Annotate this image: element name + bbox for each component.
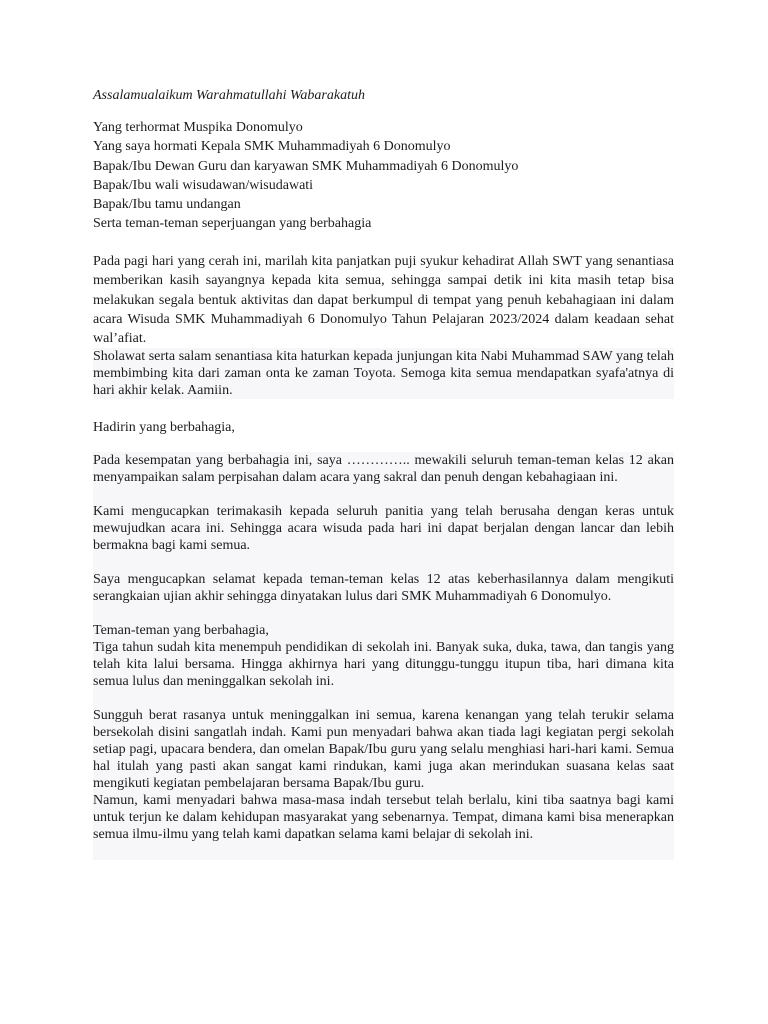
- namun-paragraph: Namun, kami menyadari bahwa masa-masa indah tersebut telah berlalu, kini tiba saatnya bagi kami untuk terjun ke dalam kehidupan masyarakat yang sebenarnya. Tempat, dimana kami bisa menerapkan semua ilmu-ilmu yang telah kami dapatkan selama kami belajar di sekolah ini.: [93, 793, 674, 843]
- address-line: Bapak/Ibu tamu undangan: [93, 197, 241, 213]
- address-block: [93, 118, 683, 234]
- berat-paragraph: Sungguh berat rasanya untuk meninggalkan ini semua, karena kenangan yang telah terukir selama bersekolah disini sangatlah indah. Kami pun menyadari bahwa akan tiada lagi kegiatan pergi sekolah setiap pagi, upacara bendera, dan omelan Bapak/Ibu guru yang selalu menghiasi hari-hari kami. Semua hal itulah yang pasti akan sangat kami rindukan, kami juga akan merindukan suasana kelas saat mengikuti kegiatan pembelajaran bersama Bapak/Ibu guru.: [93, 708, 674, 792]
- hadirin-paragraph: Hadirin yang berbahagia,: [93, 419, 674, 436]
- teman-paragraph: Teman-teman yang berbahagia,: [93, 623, 269, 639]
- shaded-text-block: [93, 348, 674, 399]
- kesempatan-paragraph: Pada kesempatan yang berbahagia ini, saya ………….. mewakili seluruh teman-teman kelas 12 akan menyampaikan salam perpisahan dalam acara yang sakral dan penuh dengan kebahagiaan ini.: [93, 453, 674, 486]
- terimakasih-paragraph: Kami mengucapkan terimakasih kepada seluruh panitia yang telah berusaha dengan keras untuk mewujudkan acara ini. Sehingga acara wisuda pada hari ini dapat berjalan dengan lancar dan lebih bermakna bagi kami semua.: [93, 504, 674, 554]
- opening-paragraph: Pada pagi hari yang cerah ini, marilah kita panjatkan puji syukur kehadirat Allah SWT yang senantiasa memberikan kasih sayangnya kepada kita semua, sehingga sampai detik ini kita masih tetap bisa melakukan segala bentuk aktivitas dan dapat berkumpul di tempat yang penuh kebahagiaan ini dalam acara Wisuda SMK Muhammadiyah 6 Donomulyo Tahun Pelajaran 2023/2024 dalam keadaan sehat wal’afiat.: [93, 254, 674, 347]
- shaded-text-block: [93, 452, 674, 860]
- address-line: Bapak/Ibu wali wisudawan/wisudawati: [93, 177, 314, 193]
- address-line: Bapak/Ibu Dewan Guru dan karyawan SMK Muhammadiyah 6 Donomulyo: [93, 158, 519, 174]
- sholawat-paragraph: Sholawat serta salam senantiasa kita haturkan kepada junjungan kita Nabi Muhammad SAW yang telah membimbing kita dari zaman onta ke zaman Toyota. Semoga kita semua mendapatkan syafa'atnya di hari akhir kelak. Aamiin.: [93, 349, 674, 399]
- greeting: Assalamualaikum Warahmatullahi Wabarakatuh: [93, 88, 365, 103]
- address-line: Yang terhormat Muspika Donomulyo: [93, 120, 303, 135]
- address-line: Serta teman-teman seperjuangan yang berbahagia: [93, 216, 372, 232]
- speech-body: [93, 252, 674, 860]
- address-line: Yang saya hormati Kepala SMK Muhammadiyah 6 Donomulyo: [93, 139, 451, 155]
- tiga-tahun-paragraph: Tiga tahun sudah kita menempuh pendidikan di sekolah ini. Banyak suka, duka, tawa, dan tangis yang telah kita lalui bersama. Hingga akhirnya hari yang ditunggu-tunggu itupun tiba, hari dimana kita semua lulus dan meninggalkan sekolah ini.: [93, 640, 674, 690]
- selamat-paragraph: Saya mengucapkan selamat kepada teman-teman kelas 12 atas keberhasilannya dalam mengikuti serangkaian ujian akhir sehingga dinyatakan lulus dari SMK Muhammadiyah 6 Donomulyo.: [93, 572, 674, 605]
